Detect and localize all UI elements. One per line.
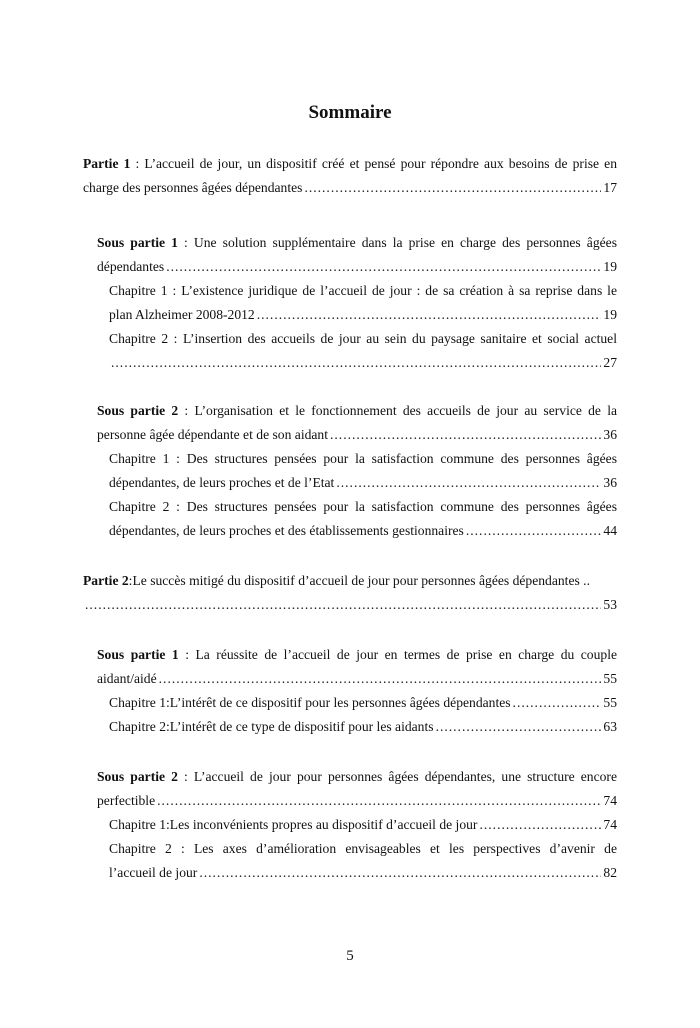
toc-entry-leader-line: Chapitre 2 : L’intérêt de ce type de dispositif pour les aidants ..... 63 [109, 715, 617, 739]
toc-entry-text: Partie 1 : L’accueil de jour, un dispositif créé et pensé pour répondre aux besoins de prise en [83, 156, 617, 171]
toc-entry-sous-partie-2[interactable] [97, 399, 617, 447]
page-ref: 44 [603, 523, 617, 538]
toc-entry-text: Chapitre 2 : Les axes d’amélioration envisageables et les perspectives d’avenir de [109, 841, 617, 856]
dot-leader [336, 471, 601, 495]
toc-entry-sous-partie-2[interactable] [97, 765, 617, 813]
toc-entry-chapitre-1[interactable] [109, 813, 617, 837]
toc-entry-text: Chapitre 2 : Des structures pensées pour la satisfaction commune des personnes âgées [109, 499, 617, 514]
page-title: Sommaire [308, 102, 392, 123]
dot-leader [330, 423, 601, 447]
toc-entry-text: Sous partie 1 : La réussite de l’accueil de jour en termes de prise en charge du couple [97, 647, 618, 662]
dot-leader [513, 691, 602, 715]
dot-leader [436, 715, 602, 739]
toc-entry-chapitre-2[interactable] [109, 715, 617, 739]
toc-entry-chapitre-1[interactable] [109, 447, 617, 495]
toc-entry-chapitre-2[interactable] [109, 327, 617, 375]
toc-entry-text: Chapitre 1 : Des structures pensées pour la satisfaction commune des personnes âgées [109, 451, 617, 466]
toc-entry-leader-line: l’accueil de jour ..... 82 [109, 861, 617, 885]
dot-leader [466, 519, 602, 543]
toc-entry-leader-line: dépendantes, de leurs proches et des établissements gestionnaires ..... 44 [109, 519, 617, 543]
dot-leader [85, 593, 601, 617]
toc-entry-sous-partie-1[interactable] [97, 231, 617, 279]
dot-leader [159, 667, 602, 691]
toc-entry-leader-line: personne âgée dépendante et de son aidant ..... 36 [97, 423, 617, 447]
page-ref: 53 [603, 597, 617, 612]
toc-entry-text: Sous partie 2 : L’organisation et le fonctionnement des accueils de jour au service de la [97, 403, 618, 418]
page-ref: 19 [603, 307, 617, 322]
page-ref: 19 [603, 259, 617, 274]
toc-entry-leader-line: charge des personnes âgées dépendantes ..... 17 [83, 176, 617, 200]
page-ref: 55 [603, 695, 617, 710]
page-ref: 74 [603, 817, 617, 832]
page-ref: 36 [603, 427, 617, 442]
page-ref: 27 [603, 355, 617, 370]
dot-leader [479, 813, 601, 837]
toc-entry-partie-2[interactable] [83, 569, 617, 617]
page-ref: 36 [603, 475, 617, 490]
toc-entry-leader-line: Chapitre 1 : Les inconvénients propres au dispositif d’accueil de jour ..... 74 [109, 813, 617, 837]
toc-entry-leader-line [109, 351, 617, 375]
toc-entry-chapitre-2[interactable] [109, 495, 617, 543]
page-number: 5 [346, 948, 354, 964]
dot-leader [199, 861, 601, 885]
dot-leader [257, 303, 602, 327]
toc-entry-leader-line: dépendantes ..... 19 [97, 255, 617, 279]
dot-leader [111, 351, 601, 375]
toc-entry-leader-line: perfectible ..... 74 [97, 789, 617, 813]
toc-entry-leader-line: dépendantes, de leurs proches et de l’Etat ..... 36 [109, 471, 617, 495]
toc-entry-chapitre-2[interactable] [109, 837, 617, 885]
toc-entry-text: Partie 2 : Le succès mitigé du dispositif d’accueil de jour pour personnes âgées dépendantes .. [83, 573, 590, 588]
page-ref: 55 [603, 671, 617, 686]
dot-leader [304, 176, 601, 200]
dot-leader [166, 255, 601, 279]
toc-entry-leader-line: Chapitre 1 : L’intérêt de ce dispositif pour les personnes âgées dépendantes ..... 55 [109, 691, 617, 715]
dot-leader [157, 789, 601, 813]
toc-entry-leader-line: aidant/aidé ..... 55 [97, 667, 617, 691]
toc-entry-partie-1[interactable] [83, 152, 617, 200]
page-ref: 74 [603, 793, 617, 808]
toc-entry-leader-line: plan Alzheimer 2008-2012 ..... 19 [109, 303, 617, 327]
toc-entry-chapitre-1[interactable] [109, 279, 617, 327]
toc-entry-text: Sous partie 1 : Une solution supplémentaire dans la prise en charge des personnes âgées [97, 235, 617, 250]
toc-entry-text: Chapitre 1 : L’existence juridique de l’accueil de jour : de sa création à sa reprise dans le [109, 283, 617, 298]
toc-entry-leader-line [83, 593, 617, 617]
page-ref: 82 [603, 865, 617, 880]
toc-entry-text: Sous partie 2 : L’accueil de jour pour personnes âgées dépendantes, une structure encore [97, 769, 617, 784]
page-ref: 17 [603, 180, 617, 195]
toc-entry-chapitre-1[interactable] [109, 691, 617, 715]
page-ref: 63 [603, 719, 617, 734]
toc-entry-sous-partie-1[interactable] [97, 643, 617, 691]
toc-entry-text: Chapitre 2 : L’insertion des accueils de jour au sein du paysage sanitaire et social actuel [109, 331, 617, 346]
